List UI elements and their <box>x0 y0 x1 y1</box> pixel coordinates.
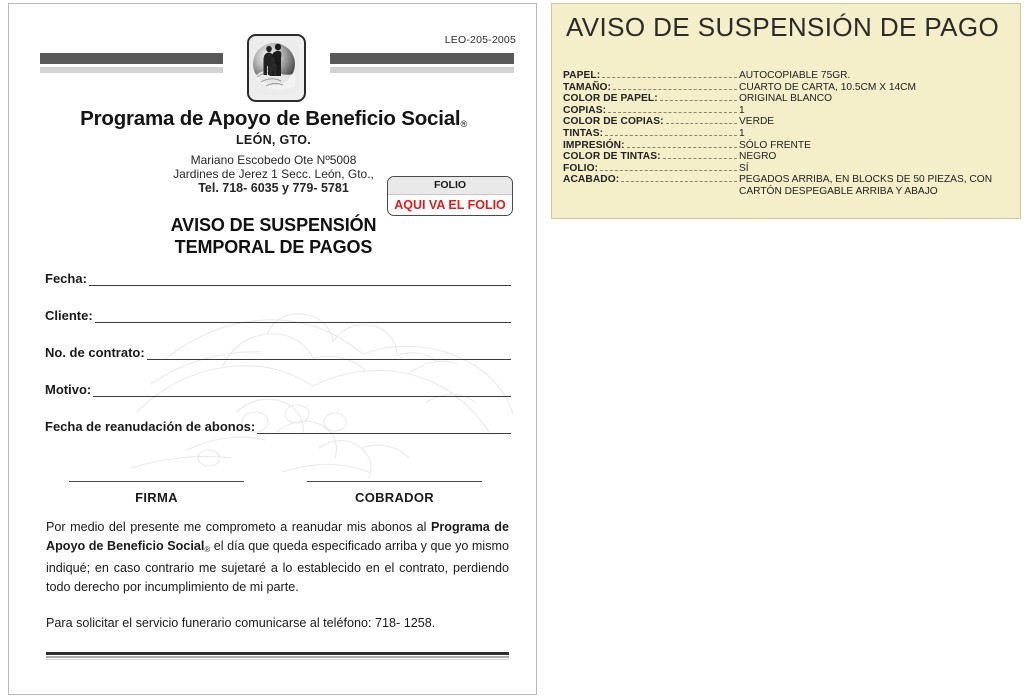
spec-value: ORIGINAL BLANCO <box>739 93 833 105</box>
spec-value: NEGRO <box>739 151 777 163</box>
spec-value: CUARTO DE CARTA, 10.5CM X 14CM <box>739 81 917 93</box>
field-no-contrato[interactable] <box>45 346 511 360</box>
spec-row <box>563 163 1014 175</box>
field-motivo-label: Motivo: <box>45 382 92 397</box>
spec-key: COLOR DE COPIAS: <box>563 116 664 128</box>
spec-key: IMPRESIÓN: <box>563 139 625 151</box>
spec-leader-dots <box>602 70 737 78</box>
spec-value: PEGADOS ARRIBA, EN BLOCKS DE 50 PIEZAS, CON <box>739 174 993 186</box>
spec-key: COPIAS: <box>563 104 607 116</box>
spec-row <box>563 70 1014 82</box>
paragraph-org-name: Programa de Apoyo de Beneficio Social <box>46 520 509 553</box>
field-fecha-reanudacion-input[interactable] <box>257 422 511 434</box>
spec-row <box>563 140 1014 152</box>
field-cliente-label: Cliente: <box>45 308 93 323</box>
field-fecha-reanudacion[interactable] <box>45 420 511 434</box>
spec-row <box>563 93 1014 105</box>
spec-value-continuation: CARTÓN DESPEGABLE ARRIBA Y ABAJO <box>739 185 938 197</box>
family-on-hand-logo-icon <box>247 34 306 102</box>
specification-panel <box>551 3 1021 219</box>
organization-name-text: Programa de Apoyo de Beneficio Social <box>80 107 461 130</box>
spec-list <box>563 70 1014 198</box>
paragraph-part-1: Por medio del presente me comprometo a reanudar mis abonos al <box>46 520 431 534</box>
signature-firma[interactable] <box>69 481 244 505</box>
field-fecha[interactable] <box>45 272 511 286</box>
spec-leader-dots <box>627 140 737 148</box>
spec-row <box>563 82 1014 94</box>
paragraph-registered-mark-icon: ® <box>204 544 211 554</box>
field-fecha-reanudacion-label: Fecha de reanudación de abonos: <box>45 419 256 434</box>
signature-cobrador-caption: COBRADOR <box>355 490 434 505</box>
spec-row <box>563 174 1014 186</box>
footer-rule <box>46 652 509 660</box>
header-bar-right <box>330 53 514 73</box>
spec-leader-dots <box>660 93 737 101</box>
spec-key: PAPEL: <box>563 70 601 81</box>
organization-name <box>9 107 537 131</box>
field-motivo[interactable] <box>45 383 511 397</box>
spec-value: SÍ <box>739 162 749 174</box>
spec-value: AUTOCOPIABLE 75GR. <box>739 70 851 81</box>
signature-cobrador[interactable] <box>307 481 482 505</box>
printed-form-page <box>8 3 537 695</box>
spec-leader-dots <box>605 128 737 136</box>
field-fecha-label: Fecha: <box>45 271 87 286</box>
registered-mark-icon: ® <box>460 119 467 129</box>
field-cliente[interactable] <box>45 309 511 323</box>
header-bar-left <box>40 53 223 73</box>
funeral-note-suffix: . <box>431 616 436 630</box>
spec-row <box>563 105 1014 117</box>
organization-city: LEÓN, GTO. <box>236 133 311 147</box>
handshake-watermark <box>127 262 517 497</box>
spec-leader-dots <box>600 163 737 171</box>
signature-firma-line[interactable] <box>69 481 244 482</box>
field-cliente-input[interactable] <box>95 311 511 323</box>
spec-key: FOLIO: <box>563 162 599 174</box>
funeral-service-note <box>46 614 509 633</box>
spec-panel-title: AVISO DE SUSPENSIÓN DE PAGO <box>566 12 1000 42</box>
spec-key: COLOR DE PAPEL: <box>563 93 658 105</box>
spec-value: 1 <box>739 127 745 139</box>
document-title-line-2: TEMPORAL DE PAGOS <box>174 237 373 257</box>
folio-label: FOLIO <box>388 177 512 195</box>
spec-leader-dots <box>608 105 737 113</box>
document-code: LEO-205-2005 <box>444 34 516 46</box>
form-header <box>9 32 537 100</box>
commitment-paragraph <box>46 518 509 596</box>
field-motivo-input[interactable] <box>93 385 511 397</box>
folio-placeholder: AQUI VA EL FOLIO <box>394 198 506 212</box>
spec-row <box>563 128 1014 140</box>
spec-key: TAMAÑO: <box>563 81 612 93</box>
document-title-line-1: AVISO DE SUSPENSIÓN <box>170 215 377 235</box>
spec-leader-dots <box>666 116 737 124</box>
signature-firma-caption: FIRMA <box>135 490 178 505</box>
spec-leader-dots <box>621 174 737 182</box>
signature-cobrador-line[interactable] <box>307 481 482 482</box>
field-fecha-input[interactable] <box>89 274 511 286</box>
folio-box <box>387 176 513 216</box>
phone-line: Tel. 718- 6035 y 779- 5781 <box>198 181 349 195</box>
spec-leader-dots <box>613 82 737 90</box>
spec-value: VERDE <box>739 116 775 128</box>
field-no-contrato-label: No. de contrato: <box>45 345 145 360</box>
address-line-1: Mariano Escobedo Ote Nº5008 <box>190 153 357 167</box>
spec-leader-dots <box>663 151 737 159</box>
address-line-2: Jardines de Jerez 1 Secc. León, Gto., <box>173 167 374 181</box>
funeral-note-phone: 718- 1258 <box>375 616 432 630</box>
spec-row <box>563 151 1014 163</box>
funeral-note-prefix: Para solicitar el servicio funerario comunicarse al teléfono: <box>46 616 375 630</box>
spec-value: 1 <box>739 104 745 116</box>
spec-value: SÓLO FRENTE <box>739 139 811 151</box>
spec-row <box>563 116 1014 128</box>
spec-key: TINTAS: <box>563 127 604 139</box>
field-no-contrato-input[interactable] <box>147 348 511 360</box>
paragraph-part-2: el día que queda especificado arriba y que yo mismo indiqué; en caso contrario me sujetaré a lo establecido en el contrato, perdiendo todo derecho por incumplimiento de mi parte. <box>46 538 510 594</box>
spec-key: ACABADO: <box>563 174 620 186</box>
spec-key: COLOR DE TINTAS: <box>563 151 661 163</box>
